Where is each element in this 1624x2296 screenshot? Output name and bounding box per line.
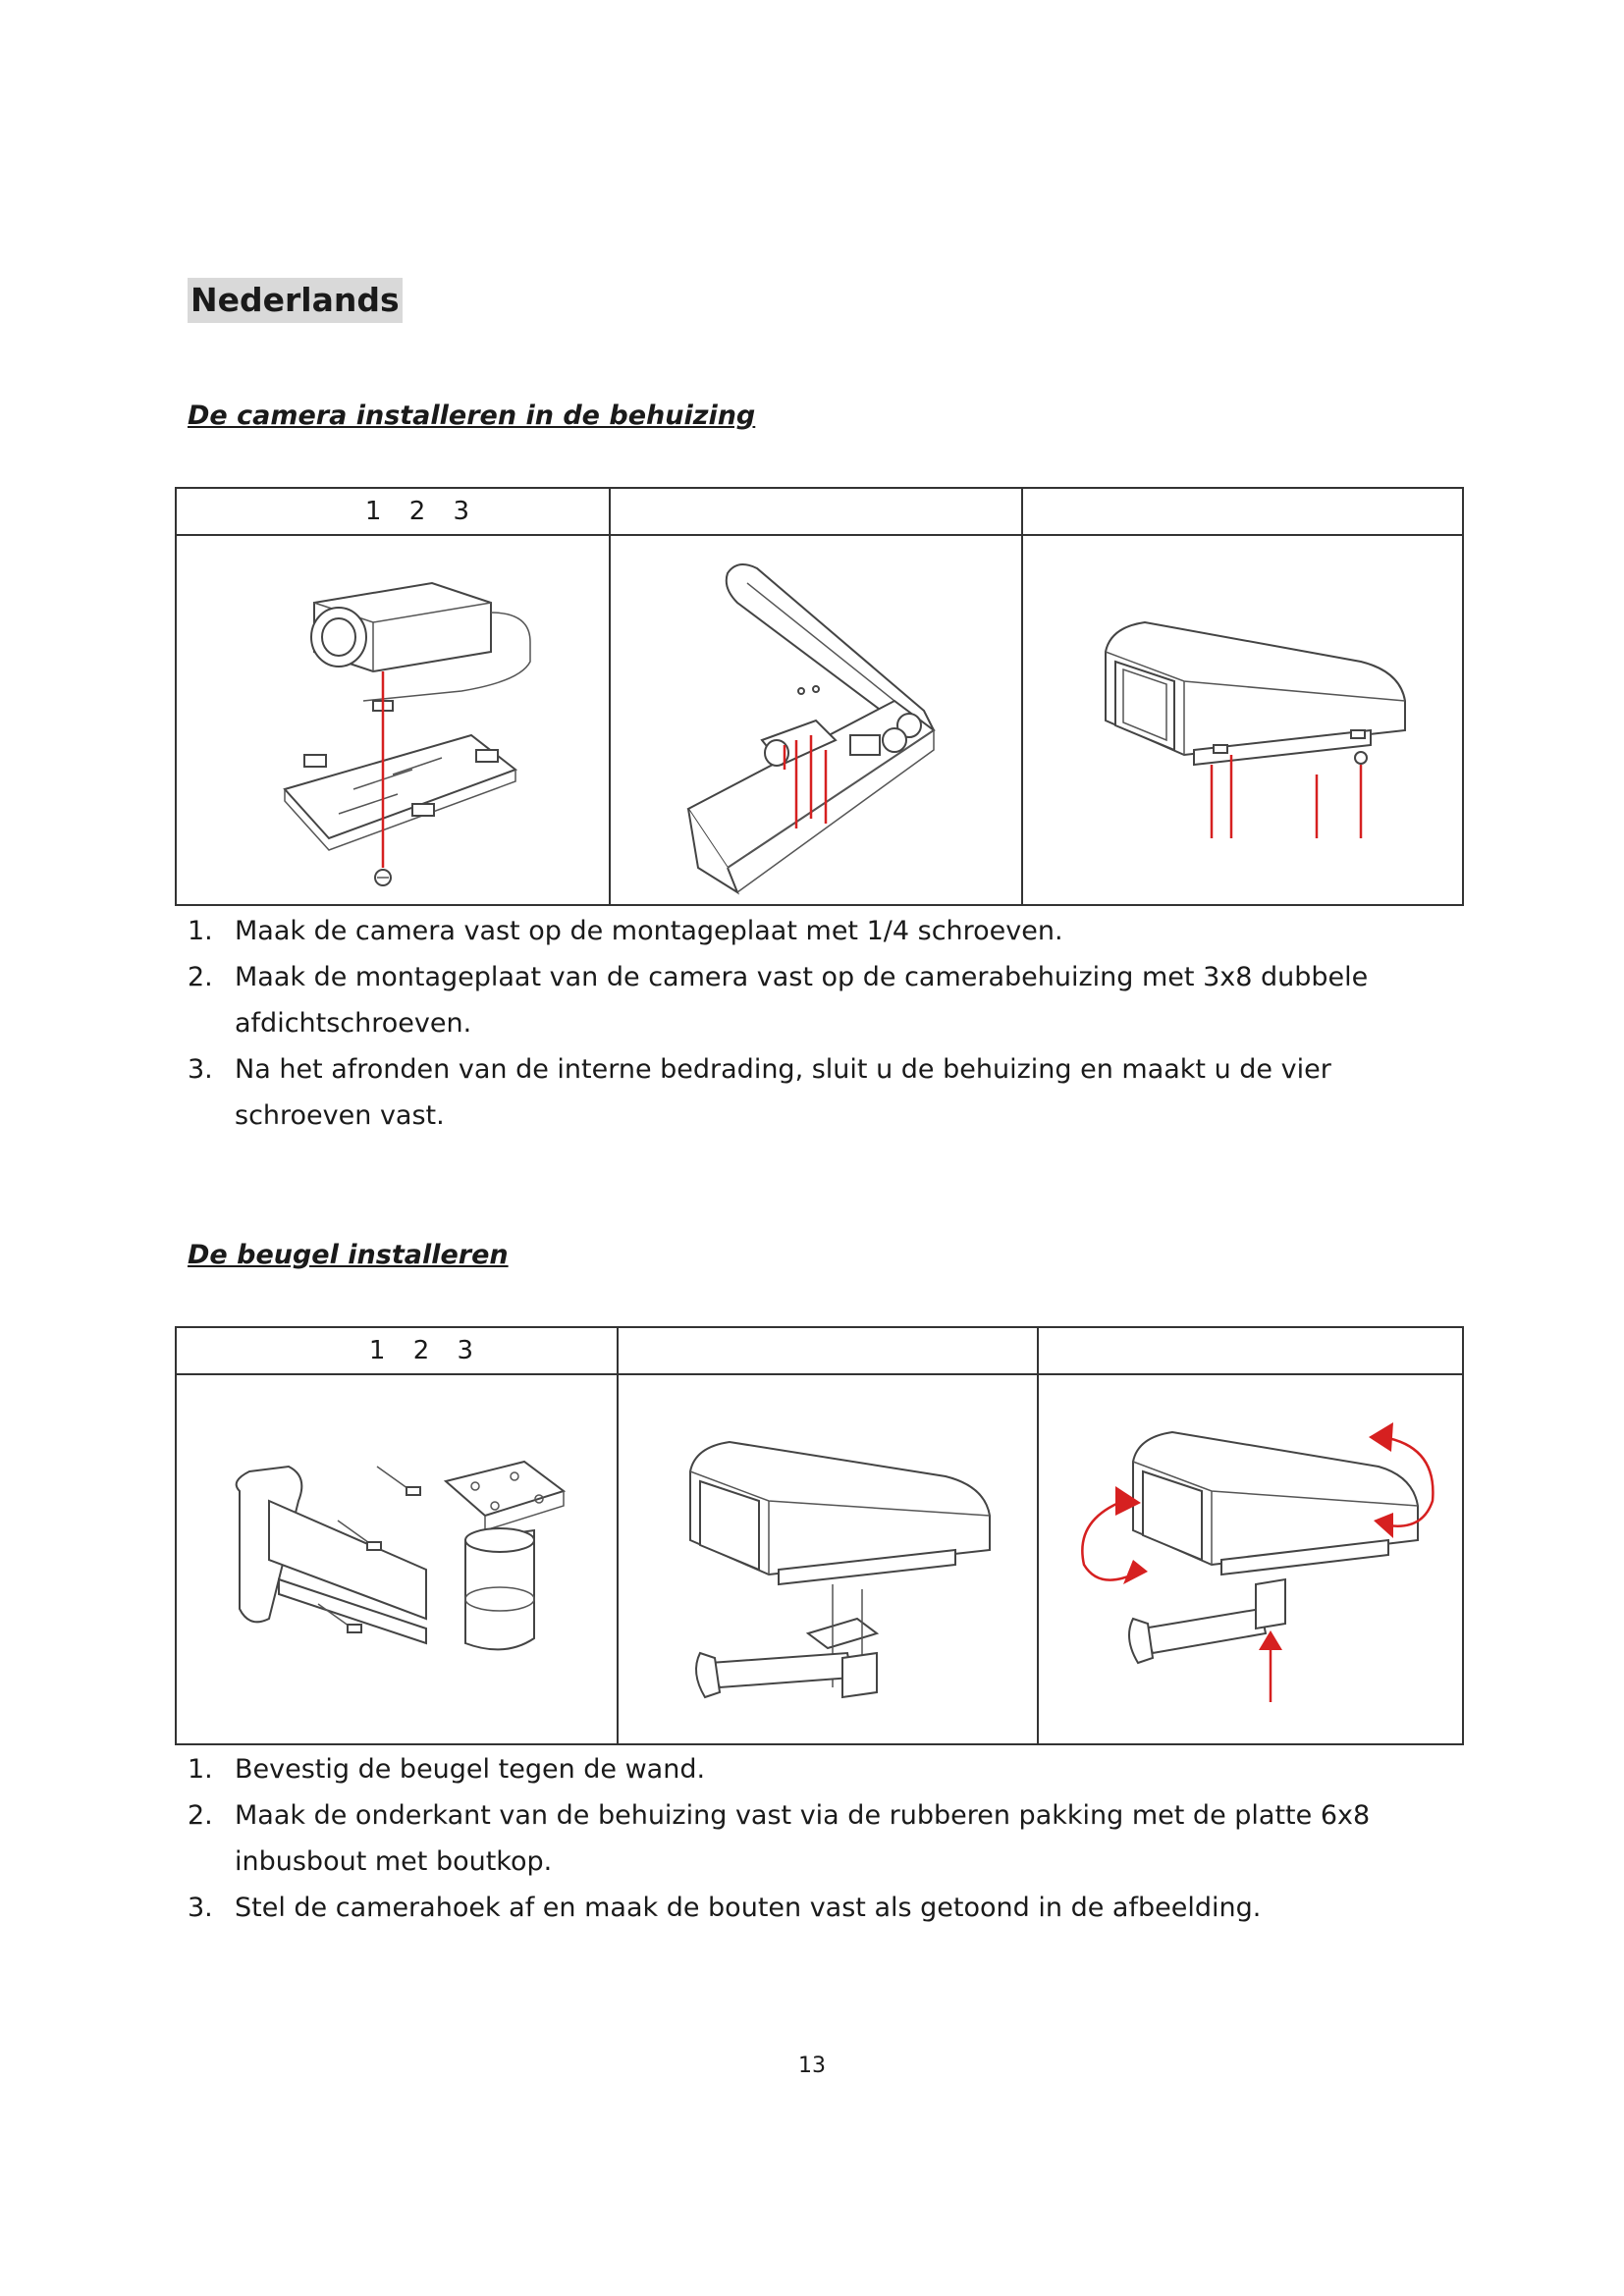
figure-cell-2 — [618, 1374, 1038, 1744]
camera-install-steps — [188, 908, 1454, 1139]
step-text: Na het afronden van de interne bedrading, sluit u de behuizing en maakt u de vier schroeven vast. — [235, 1054, 1331, 1131]
list-item — [188, 1885, 1454, 1931]
housing-on-bracket-figure — [651, 1393, 1004, 1727]
step-text: Maak de camera vast op de montageplaat met 1/4 schroeven. — [235, 916, 1063, 946]
figure-cell-3 — [1038, 1374, 1463, 1744]
empty-header-cell — [610, 488, 1022, 535]
step-text: Stel de camerahoek af en maak de bouten vast als getoond in de afbeelding. — [235, 1893, 1262, 1923]
step-text: Bevestig de beugel tegen de wand. — [235, 1754, 706, 1785]
bracket-install-steps — [188, 1746, 1454, 1931]
figure-cell-1 — [176, 535, 610, 905]
wall-bracket-figure — [200, 1393, 593, 1727]
step-number-header — [176, 488, 610, 535]
step-number: 1. — [188, 1754, 213, 1785]
camera-mounting-plate-figure — [245, 544, 540, 897]
empty-header-cell — [1038, 1327, 1463, 1374]
housing-open-figure — [669, 544, 963, 897]
section-title-bracket-install: De beugel installeren — [188, 1240, 509, 1270]
empty-header-cell — [1022, 488, 1463, 535]
step-number: 3. — [188, 1054, 213, 1085]
step-numbers: 1 2 3 — [368, 1336, 484, 1365]
list-item — [188, 1792, 1454, 1885]
page-number: 13 — [798, 2054, 826, 2078]
step-number: 3. — [188, 1893, 213, 1923]
step-numbers: 1 2 3 — [364, 497, 480, 526]
empty-header-cell — [618, 1327, 1038, 1374]
camera-install-figure-table — [175, 487, 1464, 906]
housing-closed-figure — [1066, 544, 1420, 897]
section-title-camera-install: De camera installeren in de behuizing — [188, 400, 756, 431]
figure-cell-3 — [1022, 535, 1463, 905]
list-item — [188, 908, 1454, 954]
list-item — [188, 1046, 1454, 1139]
list-item — [188, 954, 1454, 1046]
bracket-install-figure-table — [175, 1326, 1464, 1745]
language-heading: Nederlands — [188, 278, 403, 323]
step-number: 1. — [188, 916, 213, 946]
step-number: 2. — [188, 1800, 213, 1831]
step-text: Maak de montageplaat van de camera vast op de camerabehuizing met 3x8 dubbele afdichtschroeven. — [235, 962, 1369, 1039]
step-text: Maak de onderkant van de behuizing vast via de rubberen pakking met de platte 6x8 inbusbout met boutkop. — [235, 1800, 1371, 1877]
list-item — [188, 1746, 1454, 1792]
figure-cell-2 — [610, 535, 1022, 905]
step-number-header — [176, 1327, 618, 1374]
step-number: 2. — [188, 962, 213, 992]
figure-cell-1 — [176, 1374, 618, 1744]
angle-adjust-figure — [1055, 1393, 1447, 1727]
